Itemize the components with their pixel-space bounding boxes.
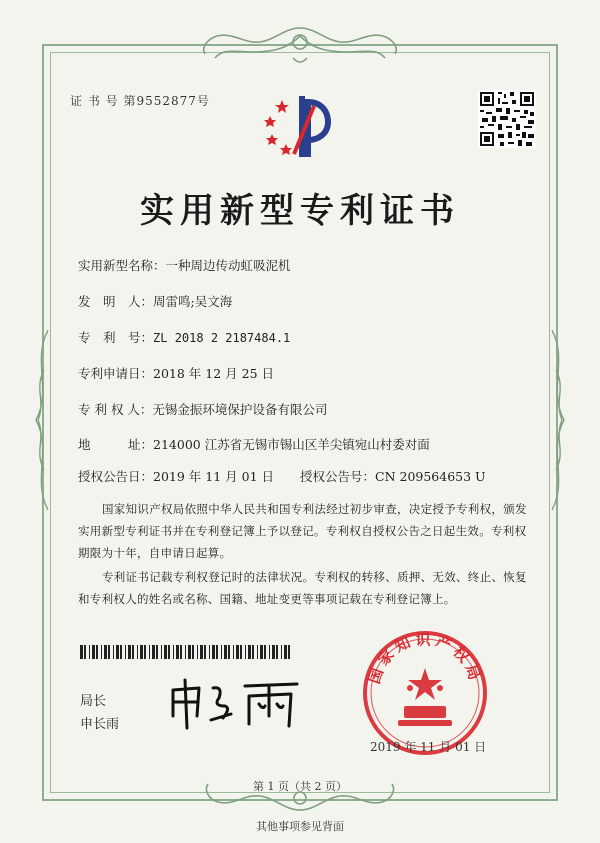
right-ornament-icon <box>544 330 574 510</box>
patent-number-row <box>78 328 290 346</box>
address-value: 214000 江苏省无锡市锡山区羊尖镇宛山村委对面 <box>153 437 430 452</box>
patentee-label: 专 利 权 人： <box>78 402 153 417</box>
utility-model-name-row <box>78 256 291 274</box>
grant-number-row <box>300 467 486 485</box>
certificate-title: 实用新型专利证书 <box>140 191 460 231</box>
filing-date-value: 2018 年 12 月 25 日 <box>153 366 275 381</box>
patent-number-value: ZL 2018 2 2187484.1 <box>153 331 291 345</box>
seal-date: 2019 年 11 月 01 日 <box>370 740 487 754</box>
left-ornament-icon <box>26 330 56 510</box>
grant-number-label: 授权公告号： <box>300 469 376 484</box>
grant-date-value: 2019 年 11 月 01 日 <box>153 469 275 484</box>
patentee-row <box>78 400 327 418</box>
top-ornament-icon <box>195 22 405 68</box>
handwritten-signature-icon <box>165 676 305 732</box>
utility-model-name-label: 实用新型名称： <box>78 258 166 273</box>
inventor-value: 周雷鸣;吴文海 <box>153 294 233 309</box>
filing-date-label: 专利申请日： <box>78 366 154 381</box>
utility-model-name-value: 一种周边传动虹吸泥机 <box>165 258 291 273</box>
footer-note: 其他事项参见背面 <box>256 820 344 833</box>
barcode-icon <box>80 645 292 659</box>
signatory-name: 申长雨 <box>80 717 120 732</box>
filing-date-row <box>78 364 274 382</box>
address-row <box>78 435 430 453</box>
inventor-row <box>78 292 232 310</box>
certificate-paragraph-2: 专利证书记载专利权登记时的法律状况。专利权的转移、质押、无效、终止、恢复和专利权人的姓名或名称、国籍、地址变更等事项记载在专利登记簿上。 <box>78 570 527 606</box>
inventor-label: 发 明 人： <box>78 294 154 309</box>
cnipa-logo-icon <box>258 92 338 160</box>
qr-code-icon <box>478 90 536 148</box>
patent-number-label: 专 利 号： <box>78 330 154 345</box>
grant-date-row <box>78 467 274 485</box>
address-label: 地 址： <box>78 437 154 452</box>
grant-date-label: 授权公告日： <box>78 469 154 484</box>
signatory-title: 局长 <box>80 694 107 709</box>
grant-number-value: CN 209564653 U <box>375 469 486 484</box>
certificate-number: 证 书 号 第9552877号 <box>70 94 210 108</box>
patentee-value: 无锡金振环境保护设备有限公司 <box>152 402 328 417</box>
svg-text:国家知识产权局: 国家知识产权局 <box>365 630 485 686</box>
page-number: 第 1 页（共 2 页） <box>253 780 347 793</box>
certificate-paragraph-1: 国家知识产权局依照中华人民共和国专利法经过初步审查，决定授予专利权，颁发实用新型专利证书并在专利登记簿上予以登记。专利权自授权公告之日起生效。专利权期限为十年，自申请日起算。 <box>78 502 527 560</box>
